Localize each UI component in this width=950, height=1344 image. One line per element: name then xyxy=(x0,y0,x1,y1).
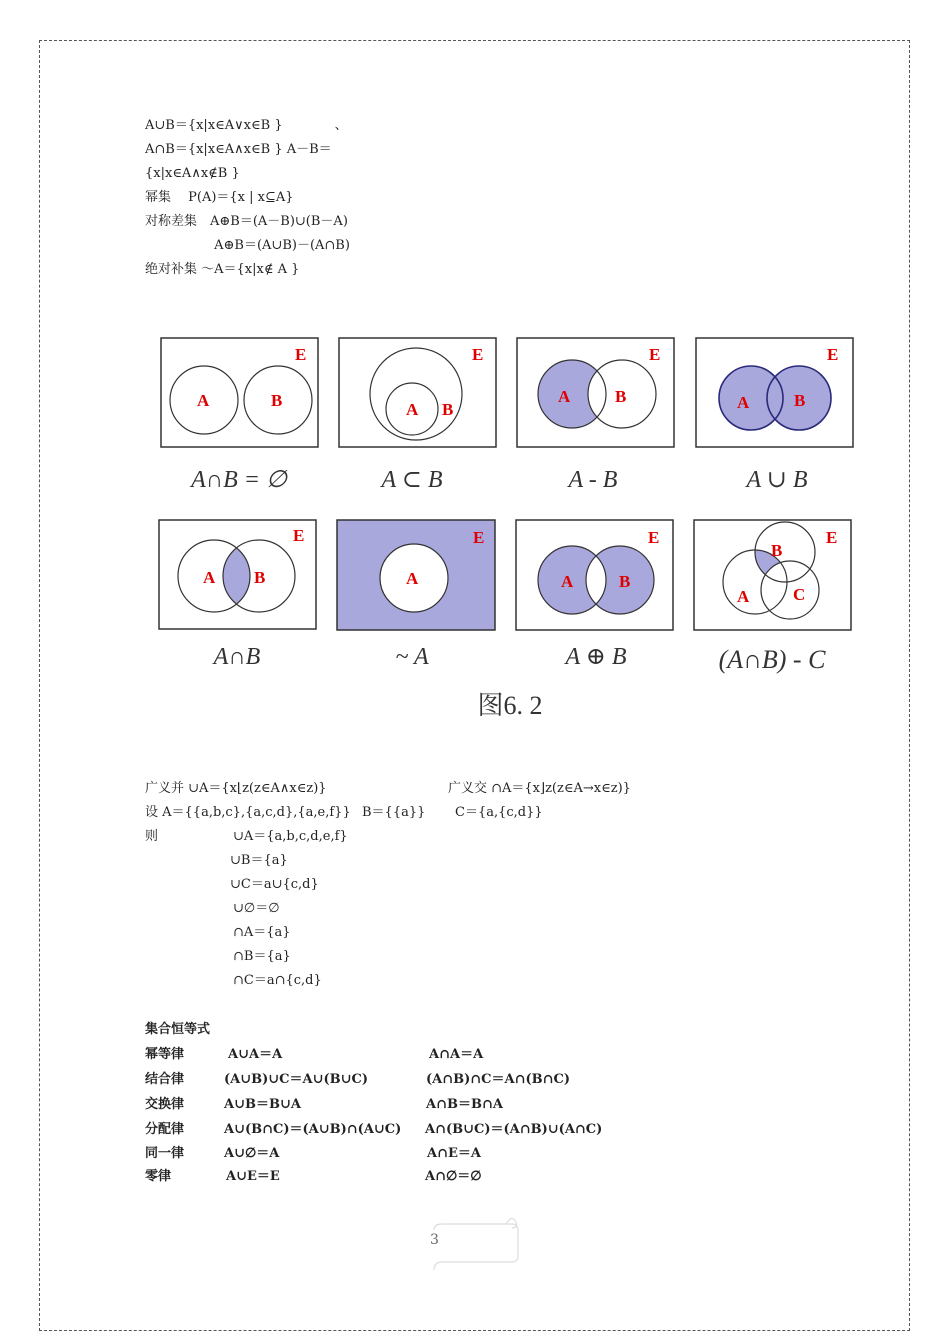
let-c: C＝{a,{c,d}} xyxy=(455,805,543,820)
label-b: B xyxy=(254,568,266,587)
caption-union: A ∪ B xyxy=(746,467,808,493)
law-right: A∩∅＝∅ xyxy=(425,1169,482,1184)
result-intersection-a: ∩A＝{a} xyxy=(233,925,291,940)
law-left: (A∪B)∪C＝A∪(B∪C) xyxy=(224,1072,369,1087)
label-e: E xyxy=(472,345,484,364)
result-union-empty: ∪∅＝∅ xyxy=(233,901,280,916)
diagram-intersection-minus-c xyxy=(694,520,851,674)
diagram-intersection xyxy=(159,520,316,670)
law-name: 分配律 xyxy=(145,1122,185,1137)
caption-subset: A ⊂ B xyxy=(381,467,443,493)
venn-figure xyxy=(150,330,870,730)
caption-intersection: A∩B xyxy=(213,644,261,670)
caption-difference: A - B xyxy=(568,467,618,493)
difference-definition: {x|x∈A∧x∉B } xyxy=(145,166,240,181)
law-right: A∩(B∪C)＝(A∩B)∪(A∩C) xyxy=(425,1122,603,1137)
label-a: A xyxy=(406,400,419,419)
law-left: A∪(B∩C)＝(A∪B)∩(A∪C) xyxy=(224,1122,402,1137)
caption-disjoint: A∩B = ∅ xyxy=(191,467,287,493)
label-e: E xyxy=(473,528,485,547)
label-b: B xyxy=(271,391,283,410)
page-number-scroll-icon xyxy=(428,1210,523,1278)
diagram-complement xyxy=(337,520,495,670)
label-b: B xyxy=(794,391,806,410)
caption-symmetric-difference: A ⊕ B xyxy=(565,644,627,670)
symmetric-difference-definition: 对称差集 A⊕B＝(A－B)∪(B－A) xyxy=(145,214,348,229)
diagram-difference xyxy=(517,338,674,493)
label-b: B xyxy=(442,400,454,419)
power-set-definition: 幂集 P(A)＝{x | x⊆A} xyxy=(145,190,294,205)
diagram-symmetric-difference xyxy=(516,520,673,670)
law-right: (A∩B)∩C＝A∩(B∩C) xyxy=(426,1072,571,1087)
then-label: 则 xyxy=(145,829,159,844)
law-right: A∩E＝A xyxy=(427,1146,481,1161)
let-a: 设 A＝{{a,b,c},{a,c,d},{a,e,f}} xyxy=(145,805,351,820)
diagram-union xyxy=(696,338,853,493)
label-e: E xyxy=(827,345,839,364)
law-name: 交换律 xyxy=(145,1097,185,1112)
label-e: E xyxy=(826,528,838,547)
page-number: 3 xyxy=(430,1232,439,1248)
label-a: A xyxy=(558,387,571,406)
diagram-disjoint xyxy=(161,338,318,493)
intersection-definition: A∩B＝{x|x∈A∧x∈B } A－B＝ xyxy=(145,142,332,157)
law-right: A∩A＝A xyxy=(429,1047,484,1062)
law-left: A∪A＝A xyxy=(228,1047,283,1062)
law-left: A∪∅＝A xyxy=(224,1146,280,1161)
label-a: A xyxy=(406,569,419,588)
label-b: B xyxy=(615,387,627,406)
label-a: A xyxy=(737,393,750,412)
caption-complement: ~ A xyxy=(395,644,429,670)
let-b: B＝{{a}} xyxy=(362,805,426,820)
caption-intersection-minus-c: (A∩B) - C xyxy=(718,645,826,674)
label-a: A xyxy=(737,587,750,606)
union-definition: A∪B＝{x|x∈A∨x∈B } 、 xyxy=(145,118,348,133)
absolute-complement-definition: 绝对补集 ～A＝{x|x∉ A } xyxy=(145,262,300,277)
figure-title: 图6. 2 xyxy=(477,691,543,720)
label-a: A xyxy=(203,568,216,587)
result-union-a: ∪A＝{a,b,c,d,e,f} xyxy=(233,829,348,844)
label-e: E xyxy=(648,528,660,547)
law-left: A∪B＝B∪A xyxy=(224,1097,301,1112)
symmetric-difference-alt: A⊕B＝(A∪B)－(A∩B) xyxy=(145,238,350,253)
law-name: 结合律 xyxy=(145,1072,185,1087)
label-e: E xyxy=(293,526,305,545)
result-union-b: ∪B＝{a} xyxy=(230,853,288,868)
law-left: A∪E＝E xyxy=(226,1169,280,1184)
label-e: E xyxy=(295,345,307,364)
label-e: E xyxy=(649,345,661,364)
label-c: C xyxy=(793,585,806,604)
general-union-definition: 广义并 ∪A＝{x⌊z(z∈A∧x∈z)} xyxy=(145,781,327,796)
diagram-subset xyxy=(339,338,496,493)
law-name: 同一律 xyxy=(145,1146,185,1161)
result-intersection-b: ∩B＝{a} xyxy=(233,949,291,964)
general-intersection-definition: 广义交 ∩A＝{x⌋z(z∈A→x∈z)} xyxy=(448,781,631,796)
venn-diagrams xyxy=(150,330,870,730)
label-a: A xyxy=(561,572,574,591)
label-a: A xyxy=(197,391,210,410)
result-intersection-c: ∩C＝a∩{c,d} xyxy=(233,973,322,988)
label-b: B xyxy=(619,572,631,591)
law-right: A∩B＝B∩A xyxy=(426,1097,503,1112)
law-name: 幂等律 xyxy=(145,1047,185,1062)
identities-heading: 集合恒等式 xyxy=(145,1022,211,1037)
result-union-c: ∪C＝a∪{c,d} xyxy=(230,877,319,892)
law-name: 零律 xyxy=(145,1169,172,1184)
label-b: B xyxy=(771,541,783,560)
